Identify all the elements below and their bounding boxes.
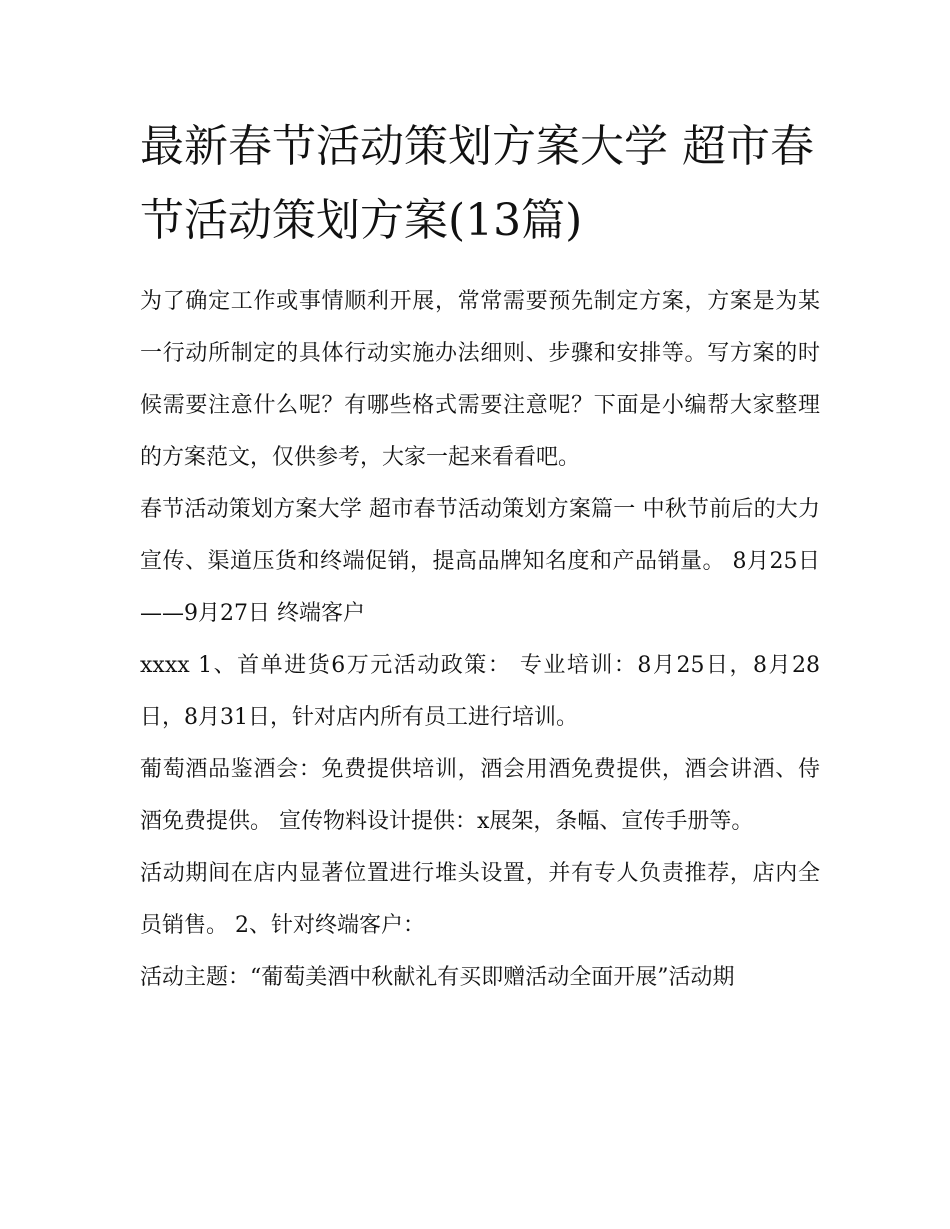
paragraph-section-one: 春节活动策划方案大学 超市春节活动策划方案篇一 中秋节前后的大力宣传、渠道压货和终端促销，提高品牌知名度和产品销量。 8月25日——9月27日 终端客户: [140, 497, 820, 626]
document-title: 最新春节活动策划方案大学 超市春节活动策划方案(13篇): [140, 121, 814, 246]
document-body: [140, 110, 820, 1004]
paragraph-intro: 为了确定工作或事情顺利开展，常常需要预先制定方案，方案是为某一行动所制定的具体行动实施办法细则、步骤和安排等。写方案的时候需要注意什么呢？有哪些格式需要注意呢？下面是小编帮大家整理的方案范文，仅供参考，大家一起来看看吧。: [140, 289, 820, 470]
paragraph-activity-theme: 活动主题：“葡萄美酒中秋献礼有买即赠活动全面开展”活动期: [140, 965, 735, 990]
paragraph-store-display: 活动期间在店内显著位置进行堆头设置，并有专人负责推荐，店内全员销售。 2、针对终端客户：: [140, 861, 820, 938]
paragraph-wine-tasting: 葡萄酒品鉴酒会：免费提供培训，酒会用酒免费提供，酒会讲酒、侍酒免费提供。 宣传物料设计提供：x展架，条幅、宣传手册等。: [140, 757, 820, 834]
paragraph-first-order-policy: xxxx 1、首单进货6万元活动政策： 专业培训：8月25日，8月28日，8月31日，针对店内所有员工进行培训。: [140, 653, 820, 730]
